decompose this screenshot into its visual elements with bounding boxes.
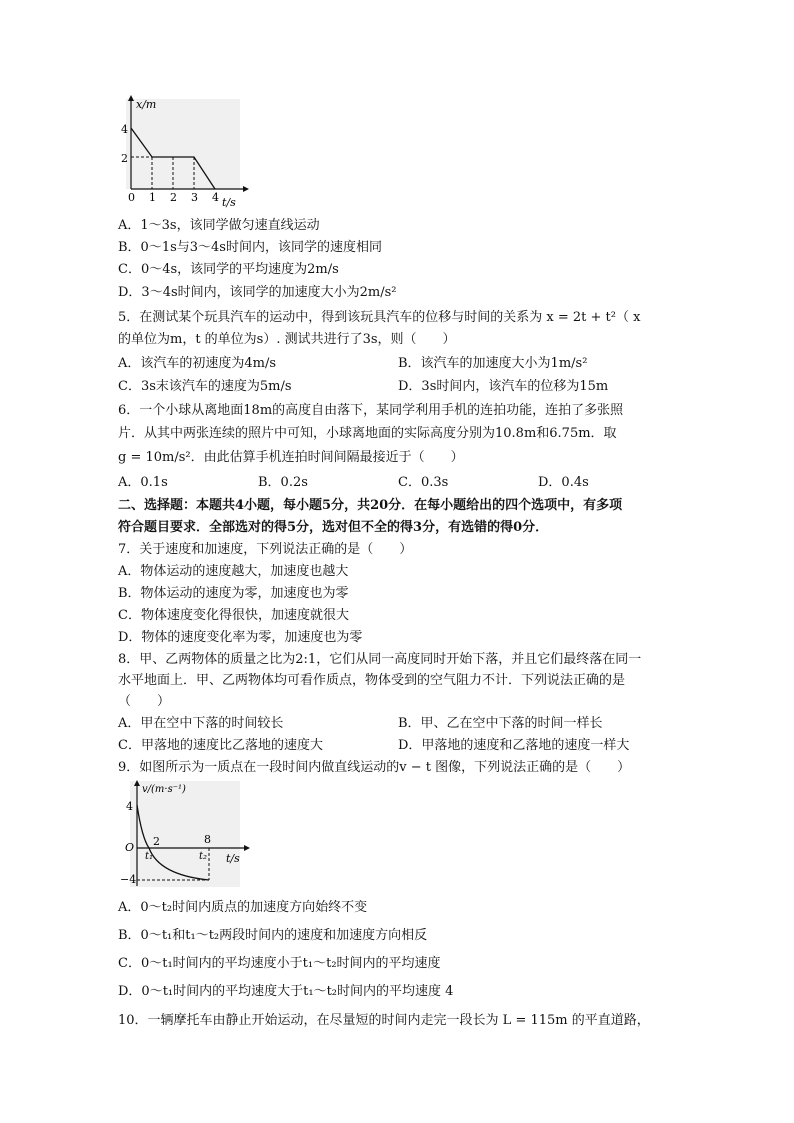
t2-value: 8 [204, 833, 211, 846]
q6-option-c: C．0.3s [398, 475, 449, 490]
origin-label: O [125, 841, 135, 854]
x-t-graph [112, 95, 252, 210]
x-tick-3: 3 [191, 191, 198, 204]
q5-option-d: D．3s时间内，该汽车的位移为15m [398, 379, 609, 394]
q8-option-a: A．甲在空中下落的时间较长 [118, 716, 284, 731]
q8-option-c: C．甲落地的速度比乙落地的速度大 [118, 738, 323, 753]
q4-option-b: B．0～1s与3～4s时间内，该同学的速度相同 [118, 240, 382, 255]
graph-background [130, 781, 240, 887]
v-axis-label: v/(m·s⁻¹) [142, 784, 186, 795]
q9-stem: 9．如图所示为一质点在一段时间内做直线运动的v − t 图像，下列说法正确的是（ ） [118, 760, 631, 775]
q8-option-d: D．甲落地的速度和乙落地的速度一样大 [398, 738, 630, 753]
t-axis-label: t/s [222, 196, 236, 209]
q8-stem-line2: 水平地面上．甲、乙两物体均可看作质点，物体受到的空气阻力不计．下列说法正确的是 [118, 673, 626, 688]
q4-option-d: D．3～4s时间内，该同学的加速度大小为2m/s² [118, 285, 397, 300]
t-axis-label: t/s [226, 852, 240, 865]
x-tick-0: 0 [128, 191, 135, 204]
t1-label: t₁ [145, 851, 154, 862]
q7-option-d: D．物体的速度变化率为零，加速度也为零 [118, 630, 363, 645]
q7-option-b: B．物体运动的速度为零，加速度也为零 [118, 586, 349, 601]
y-tick-2: 2 [121, 152, 128, 165]
q9-option-d: D．0～t₁时间内的平均速度大于t₁～t₂时间内的平均速度 4 [118, 984, 454, 999]
t-axis-arrow [243, 186, 249, 192]
q9-option-c: C．0～t₁时间内的平均速度小于t₁～t₂时间内的平均速度 [118, 956, 441, 971]
q7-option-a: A．物体运动的速度越大，加速度也越大 [118, 564, 349, 579]
v-tick-4: 4 [126, 800, 133, 813]
v-t-graph [116, 778, 256, 890]
q6-stem-line3: g = 10m/s²．由此估算手机连拍时间间隔最接近于（ ） [118, 450, 464, 465]
q6-option-a: A．0.1s [118, 475, 168, 490]
q9-option-b: B．0～t₁和t₁～t₂两段时间内的速度和加速度方向相反 [118, 928, 428, 943]
q9-option-a: A．0～t₂时间内质点的加速度方向始终不变 [118, 900, 368, 915]
q10-stem-line1: 10．一辆摩托车由静止开始运动，在尽量短的时间内走完一段长为 L = 115m 的平直道路， [118, 1013, 650, 1028]
x-axis-arrow [128, 95, 134, 101]
q7-option-c: C．物体速度变化得很快，加速度就很大 [118, 608, 349, 623]
y-tick-4: 4 [121, 123, 128, 136]
t1-value: 2 [153, 835, 160, 848]
q6-stem-line2: 片．从其中两张连续的照片中可知，小球离地面的实际高度分别为10.8m和6.75m．取 [118, 426, 617, 441]
section2-heading-line2: 符合题目要求．全部选对的得5分，选对但不全的得3分，有选错的得0分． [118, 520, 549, 535]
x-tick-4: 4 [212, 191, 219, 204]
x-tick-1: 1 [149, 191, 156, 204]
q5-option-c: C．3s末该汽车的速度为5m/s [118, 379, 292, 394]
q6-option-b: B．0.2s [258, 475, 308, 490]
q5-option-a: A．该汽车的初速度为4m/s [118, 356, 277, 371]
x-axis-label: x/m [136, 98, 157, 111]
q8-option-b: B．甲、乙在空中下落的时间一样长 [398, 716, 603, 731]
q4-option-a: A．1～3s，该同学做匀速直线运动 [118, 218, 320, 233]
v-tick-minus-4: −4 [120, 873, 137, 886]
q8-stem-line1: 8．甲、乙两物体的质量之比为2:1，它们从同一高度同时开始下落，并且它们最终落在同一 [118, 652, 642, 667]
q6-stem-line1: 6．一个小球从离地面18m的高度自由落下，某同学利用手机的连拍功能，连拍了多张照 [118, 403, 624, 418]
q6-option-d: D．0.4s [538, 475, 589, 490]
t-axis-arrow [244, 845, 250, 851]
x-tick-2: 2 [170, 191, 177, 204]
q4-option-c: C．0～4s，该同学的平均速度为2m/s [118, 262, 339, 277]
q8-stem-line3: （ ） [118, 694, 171, 709]
q5-stem-line2: 的单位为m，t 的单位为s）. 测试共进行了3s，则（ ） [118, 332, 456, 347]
q7-stem: 7．关于速度和加速度，下列说法正确的是（ ） [118, 542, 413, 557]
q5-option-b: B．该汽车的加速度大小为1m/s² [398, 356, 588, 371]
q5-stem-line1: 5．在测试某个玩具汽车的运动中，得到该玩具汽车的位移与时间的关系为 x = 2t + t²（ x [118, 310, 641, 325]
section2-heading-line1: 二、选择题：本题共4小题，每小题5分，共20分．在每小题给出的四个选项中，有多项 [118, 498, 623, 513]
t2-label: t₂ [199, 851, 208, 862]
